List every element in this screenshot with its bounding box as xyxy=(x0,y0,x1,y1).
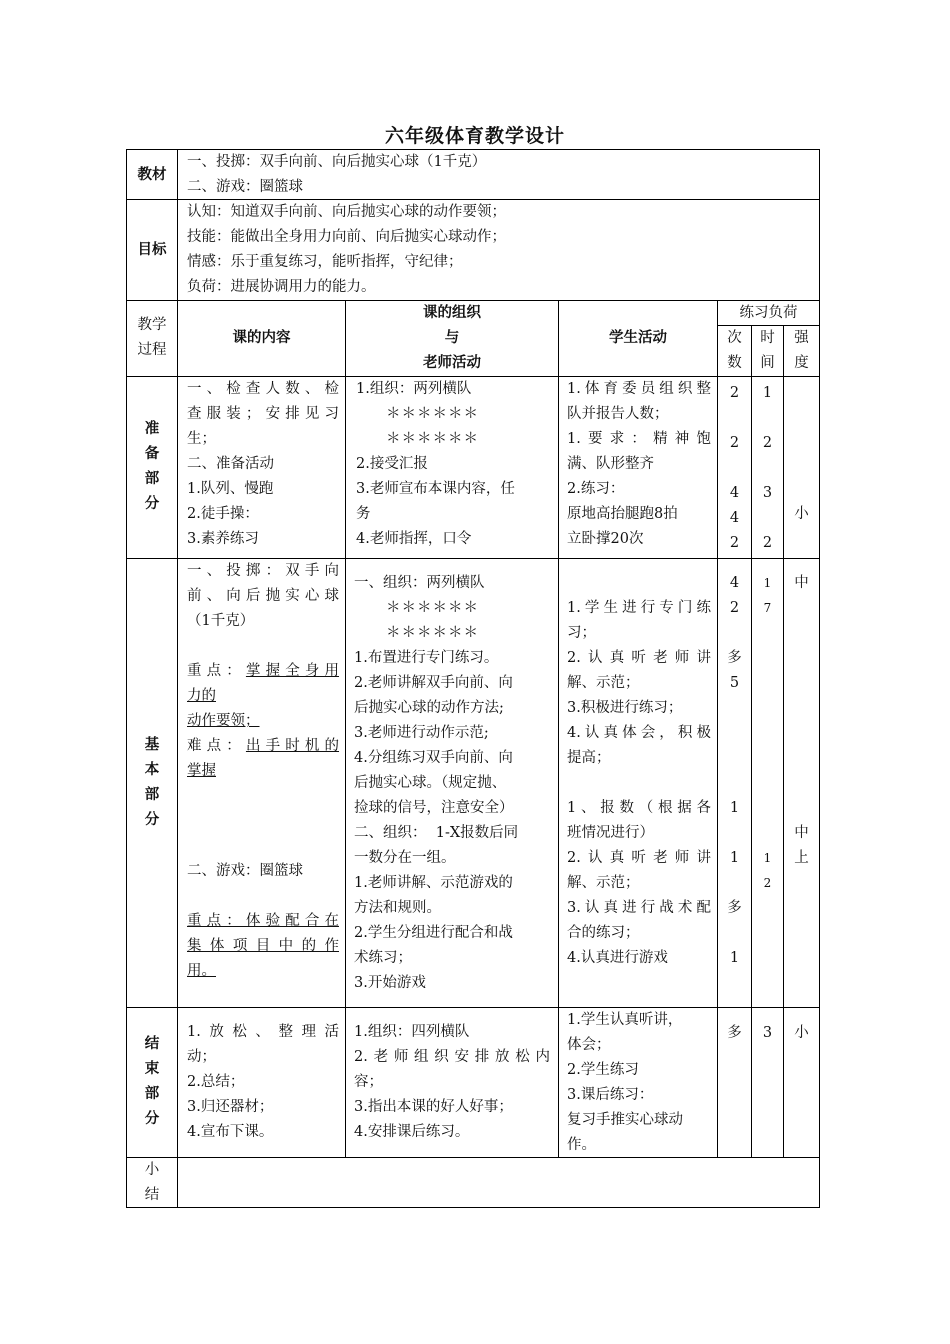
prep-org xyxy=(356,377,556,552)
prep-student-line: 队并报告人数； xyxy=(567,406,669,422)
key-point-2-line: 集体项目中的作 xyxy=(187,938,339,954)
end-student-line: 复习手推实心球动 xyxy=(567,1112,683,1128)
basic-intensity-value: 中 xyxy=(794,575,809,591)
basic-label xyxy=(127,733,177,833)
goal-label: 目标 xyxy=(137,242,167,258)
basic-content-game: 二、游戏：圈篮球 xyxy=(187,863,303,879)
material-line: 二、游戏：圈篮球 xyxy=(187,179,303,195)
basic-student-line: 解、示范； xyxy=(567,875,640,891)
basic-duration xyxy=(752,571,783,896)
prep-org-line: 4.老师指挥，口令 xyxy=(356,531,472,547)
key-point-2-line: 用。 xyxy=(187,963,216,979)
header-duration xyxy=(752,326,783,376)
header-times xyxy=(718,326,751,376)
basic-org-line: 方法和规则。 xyxy=(354,900,441,916)
end-student-line: 作。 xyxy=(567,1137,596,1153)
difficulty-text: 掌握 xyxy=(187,763,216,779)
header-intensity-line: 强 xyxy=(794,330,809,346)
prep-content-line: 2.徒手操： xyxy=(187,506,259,522)
material-label: 教材 xyxy=(137,167,167,183)
basic-intensity xyxy=(784,571,819,871)
prep-intensity: 小 xyxy=(794,506,809,522)
header-org-line: 老师活动 xyxy=(423,355,481,371)
header-times-line: 数 xyxy=(727,355,742,371)
header-org-line: 课的组织 xyxy=(423,305,481,321)
end-label xyxy=(127,1032,177,1132)
basic-times-value: 1 xyxy=(729,800,740,816)
prep-student-line: 原地高抬腿跑8拍 xyxy=(567,506,678,522)
prep-student-line: 1.体育委员组织整 xyxy=(567,381,711,397)
goal-line: 情感：乐于重复练习，能听指挥，守纪律； xyxy=(187,254,463,270)
prep-label-char: 部 xyxy=(144,471,160,487)
basic-org-line: 2.老师讲解双手向前、向 xyxy=(354,675,513,691)
header-org-line: 与 xyxy=(444,330,460,346)
basic-student-line: 3.认真进行战术配 xyxy=(567,900,711,916)
end-org xyxy=(354,1020,550,1145)
basic-student-line: 解、示范； xyxy=(567,675,640,691)
prep-duration-value: 1 xyxy=(762,385,773,401)
basic-student-line: 1、报数（根据各 xyxy=(567,800,711,816)
basic-label-char: 部 xyxy=(144,787,160,803)
end-student-line: 3.课后练习： xyxy=(567,1087,654,1103)
formation-row: ＊＊＊＊＊＊ xyxy=(386,406,479,422)
basic-org-line: 术练习； xyxy=(354,950,412,966)
summary-label xyxy=(127,1158,177,1208)
prep-org-line: 1.组织：两列横队 xyxy=(356,381,472,397)
basic-student-line: 习； xyxy=(567,625,596,641)
end-student-line: 体会； xyxy=(567,1037,611,1053)
basic-org-line: 1.老师讲解、示范游戏的 xyxy=(354,875,513,891)
basic-org-line: 3.老师进行动作示范; xyxy=(354,725,489,741)
prep-label-char: 备 xyxy=(144,446,160,462)
basic-times-value: 1 xyxy=(729,950,740,966)
prep-content-line: 查服装；安排见习 xyxy=(187,406,339,422)
prep-duration-value: 2 xyxy=(762,535,773,551)
prep-label-char: 分 xyxy=(144,496,160,512)
key-point-2-line: 重点：体验配合在 xyxy=(187,913,339,929)
end-content-line: 动； xyxy=(187,1049,216,1065)
goal-content xyxy=(187,200,812,300)
prep-duration-value: 2 xyxy=(762,435,773,451)
end-org-line: 容； xyxy=(354,1074,383,1090)
key-point-text: 力的 xyxy=(187,688,216,704)
end-content-line: 1.放松、整理活 xyxy=(187,1024,339,1040)
end-intensity: 小 xyxy=(794,1025,809,1041)
prep-content-line: 生； xyxy=(187,431,216,447)
page-title: 六年级体育教学设计 xyxy=(384,125,565,147)
basic-org-line: 一数分在一组。 xyxy=(354,850,456,866)
difficulty-label: 难点： xyxy=(187,738,246,754)
header-process xyxy=(127,313,177,363)
end-label-char: 束 xyxy=(144,1061,160,1077)
header-content: 课的内容 xyxy=(232,330,291,346)
prep-org-line: 3.老师宣布本课内容，任 xyxy=(356,481,515,497)
basic-student xyxy=(567,596,711,971)
end-content-line: 4.宣布下课。 xyxy=(187,1124,274,1140)
prep-student xyxy=(567,377,711,552)
basic-times-value: 1 xyxy=(729,850,740,866)
prep-student-line: 2.练习： xyxy=(567,481,625,497)
basic-times-value: 多 xyxy=(727,900,742,916)
basic-org-line: 后抛实心球的动作方法; xyxy=(354,700,504,716)
header-process-line: 教学 xyxy=(137,317,167,333)
basic-student-line: 3.积极进行练习； xyxy=(567,700,683,716)
prep-times-value: 2 xyxy=(729,535,740,551)
basic-student-line: 4.认真体会，积极 xyxy=(567,725,711,741)
end-student-line: 1.学生认真听讲， xyxy=(567,1012,683,1028)
header-org xyxy=(346,301,558,376)
basic-org-line: 一、组织：两列横队 xyxy=(354,575,485,591)
summary-label-char: 小 xyxy=(144,1162,160,1178)
formation-row: ＊＊＊＊＊＊ xyxy=(386,625,479,641)
header-intensity-line: 度 xyxy=(794,355,809,371)
summary-content[interactable] xyxy=(178,1158,819,1207)
prep-label xyxy=(127,417,177,517)
basic-times xyxy=(718,571,751,971)
material-content xyxy=(187,150,812,200)
prep-duration xyxy=(752,381,783,556)
basic-student-line: 2.认真听老师讲 xyxy=(567,650,711,666)
end-label-char: 分 xyxy=(144,1111,160,1127)
end-duration: 3 xyxy=(762,1025,773,1041)
prep-content xyxy=(187,377,339,552)
summary-label-char: 结 xyxy=(144,1187,160,1203)
basic-intensity-value: 上 xyxy=(794,850,809,866)
basic-content-line: （1千克） xyxy=(187,613,255,629)
basic-org-line: 捡球的信号，注意安全） xyxy=(354,800,514,816)
basic-org-line: 3.开始游戏 xyxy=(354,975,426,991)
basic-intensity-value: 中 xyxy=(794,825,809,841)
prep-times-value: 4 xyxy=(729,510,740,526)
prep-org-line: 务 xyxy=(356,506,371,522)
formation-row: ＊＊＊＊＊＊ xyxy=(386,431,479,447)
basic-student-line: 2.认真听老师讲 xyxy=(567,850,711,866)
goal-line: 技能：能做出全身用力向前、向后抛实心球动作； xyxy=(187,229,506,245)
end-student-line: 2.学生练习 xyxy=(567,1062,639,1078)
header-load: 练习负荷 xyxy=(739,305,798,321)
basic-org xyxy=(354,571,554,996)
end-org-line: 1.组织：四列横队 xyxy=(354,1024,470,1040)
prep-times xyxy=(718,381,751,556)
end-org-line: 4.安排课后练习。 xyxy=(354,1124,470,1140)
basic-label-char: 本 xyxy=(144,762,160,778)
basic-org-line: 2.学生分组进行配合和战 xyxy=(354,925,513,941)
end-student xyxy=(567,1008,711,1158)
difficulty-text: 出手时机的 xyxy=(245,738,340,754)
prep-content-line: 二、准备活动 xyxy=(187,456,274,472)
formation-row: ＊＊＊＊＊＊ xyxy=(386,600,479,616)
basic-student-line: 合的练习； xyxy=(567,925,640,941)
basic-duration-value: 1 xyxy=(763,576,772,590)
basic-student-line: 4.认真进行游戏 xyxy=(567,950,668,966)
basic-times-value: 多 xyxy=(727,650,742,666)
prep-student-line: 满、队形整齐 xyxy=(567,456,654,472)
header-duration-line: 时 xyxy=(760,330,775,346)
basic-student-line: 1.学生进行专门练 xyxy=(567,600,711,616)
prep-label-char: 准 xyxy=(144,421,160,437)
difficulty-point xyxy=(187,734,339,759)
basic-student-line: 提高； xyxy=(567,750,611,766)
basic-org-line: 4.分组练习双手向前、向 xyxy=(354,750,513,766)
basic-duration-value: 1 xyxy=(763,851,772,865)
end-label-char: 部 xyxy=(144,1086,160,1102)
end-content-line: 3.归还器材； xyxy=(187,1099,274,1115)
basic-org-line: 后抛实心球。（规定抛、 xyxy=(354,775,507,791)
end-label-char: 结 xyxy=(144,1036,160,1052)
basic-times-value: 2 xyxy=(729,600,740,616)
basic-org-line: 二、组织： 1-X报数后同 xyxy=(354,825,519,841)
key-point-text: 掌握全身用 xyxy=(245,663,340,679)
prep-content-line: 3.素养练习 xyxy=(187,531,259,547)
end-content xyxy=(187,1020,339,1145)
end-times: 多 xyxy=(727,1025,742,1041)
prep-times-value: 2 xyxy=(729,385,740,401)
header-intensity xyxy=(784,326,819,376)
basic-duration-value: 2 xyxy=(763,876,772,890)
prep-content-line: 一、检查人数、检 xyxy=(187,381,339,397)
key-point-text: 动作要领； xyxy=(187,713,260,729)
basic-content-line: 一、投掷：双手向 xyxy=(187,563,339,579)
prep-student-line: 1.要求：精神饱 xyxy=(567,431,711,447)
basic-student-line: 班情况进行） xyxy=(567,825,654,841)
prep-times-value: 2 xyxy=(729,435,740,451)
header-student: 学生活动 xyxy=(609,330,667,346)
basic-label-char: 分 xyxy=(144,812,160,828)
basic-content-line: 前、向后抛实心球 xyxy=(187,588,339,604)
prep-content-line: 1.队列、慢跑 xyxy=(187,481,274,497)
prep-duration-value: 3 xyxy=(762,485,773,501)
basic-duration-value: 7 xyxy=(763,601,772,615)
basic-content xyxy=(187,559,339,984)
basic-times-value: 4 xyxy=(729,575,740,591)
header-times-line: 次 xyxy=(727,330,742,346)
goal-line: 负荷：进展协调用力的能力。 xyxy=(187,279,376,295)
prep-student-line: 立卧撑20次 xyxy=(567,531,644,547)
key-point-label: 重点： xyxy=(187,663,246,679)
end-org-line: 2.老师组织安排放松内 xyxy=(354,1049,550,1065)
basic-label-char: 基 xyxy=(144,737,160,753)
header-duration-line: 间 xyxy=(760,355,775,371)
prep-times-value: 4 xyxy=(729,485,740,501)
end-content-line: 2.总结； xyxy=(187,1074,245,1090)
key-point-1 xyxy=(187,659,339,684)
basic-org-line: 1.布置进行专门练习。 xyxy=(354,650,499,666)
prep-org-line: 2.接受汇报 xyxy=(356,456,428,472)
goal-line: 认知：知道双手向前、向后抛实心球的动作要领； xyxy=(187,204,506,220)
material-line: 一、投掷：双手向前、向后抛实心球（1千克） xyxy=(187,154,487,170)
basic-times-value: 5 xyxy=(729,675,740,691)
header-process-line: 过程 xyxy=(137,342,167,358)
end-org-line: 3.指出本课的好人好事； xyxy=(354,1099,513,1115)
